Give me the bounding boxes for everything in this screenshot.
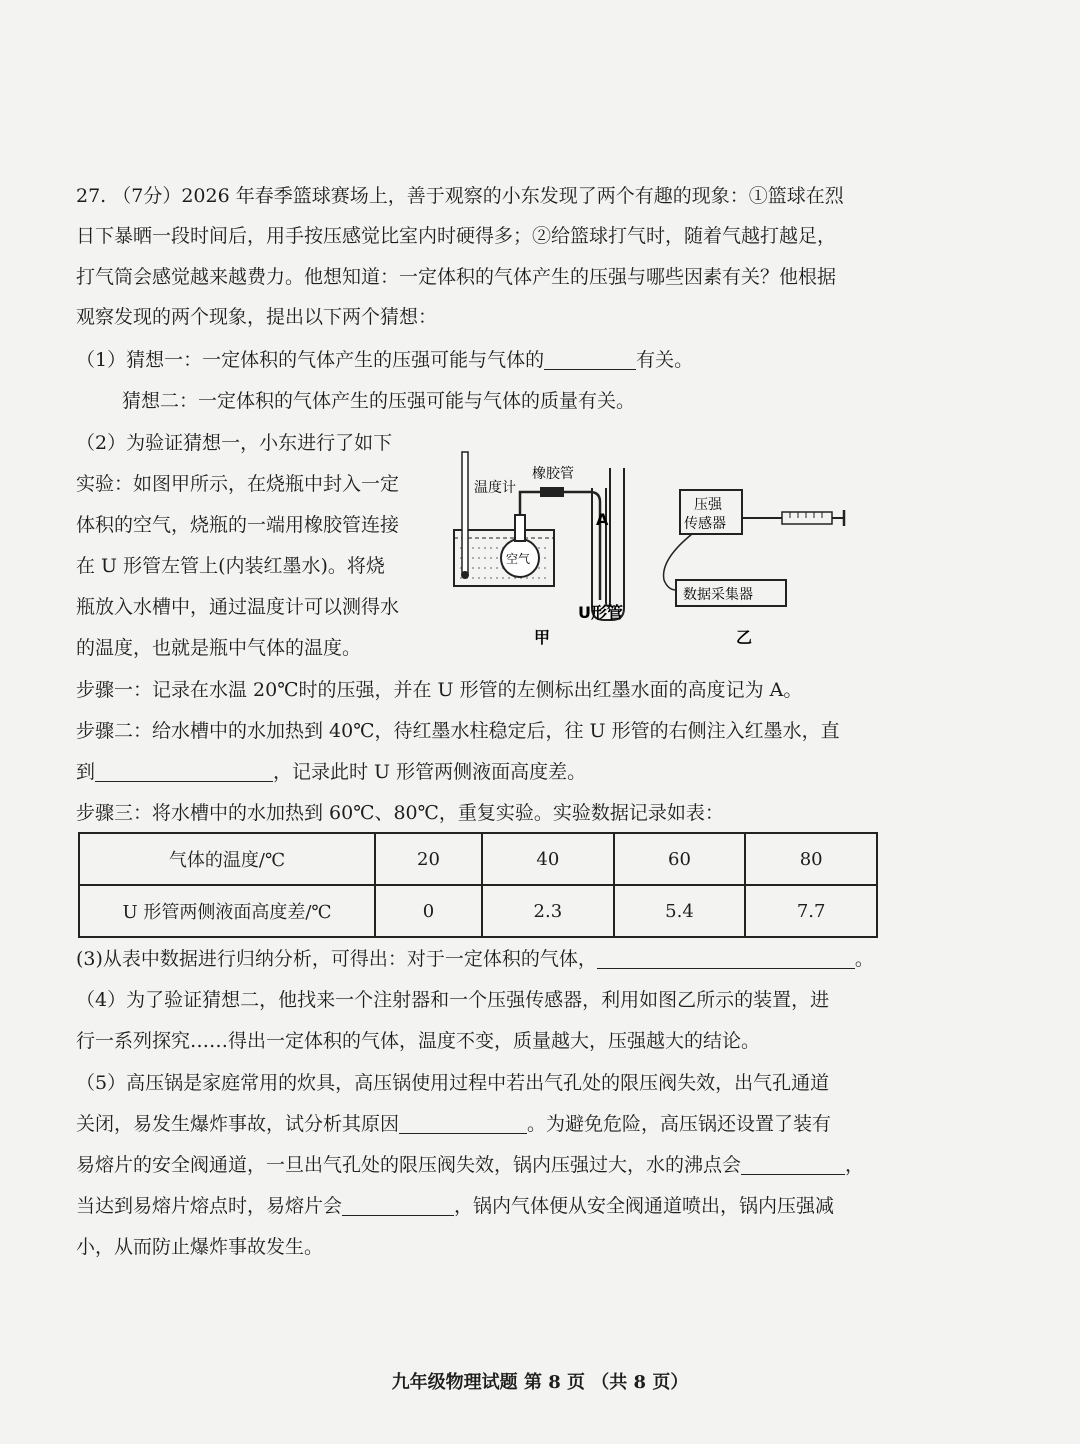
air-label: 空气: [506, 552, 531, 566]
part-five: [76, 1150, 886, 1180]
part-five: [76, 1191, 886, 1221]
answer-blank[interactable]: [95, 761, 273, 782]
table-cell: U 形管两侧液面高度差/℃: [79, 885, 375, 937]
table-cell: 40: [482, 833, 614, 885]
part-five-text: 当达到易熔片熔点时，易熔片会: [76, 1195, 343, 1217]
rubber-tube-icon: [540, 487, 564, 497]
step-two-cont-post: ，记录此时 U 形管两侧液面高度差。: [273, 761, 587, 783]
part-five-text: 关闭，易发生爆炸事故，试分析其原因: [76, 1113, 400, 1135]
step-one: 步骤一：记录在水温 20℃时的压强，并在 U 形管的左侧标出红墨水面的高度记为 A。: [76, 679, 803, 701]
u-tube-icon: [592, 468, 624, 620]
part-three-end: 。: [854, 948, 874, 970]
part-five-text: 易熔片的安全阀通道，一旦出气孔处的限压阀失效，锅内压强过大，水的沸点会: [76, 1154, 742, 1176]
part-three-text: (3)从表中数据进行归纳分析，可得出：对于一定体积的气体，: [76, 948, 597, 970]
question-line: 观察发现的两个现象，提出以下两个猜想：: [76, 306, 438, 328]
part-three: [76, 944, 886, 974]
guess-one-text: （1）猜想一：一定体积的气体产生的压强可能与气体的: [76, 349, 545, 371]
table-row: [79, 885, 877, 937]
guess-one-end: 有关。: [636, 349, 694, 371]
table-cell: 5.4: [614, 885, 746, 937]
rubber-tube-label: 橡胶管: [532, 466, 574, 482]
question-line: 日下暴晒一段时间后，用手按压感觉比室内时硬得多；②给篮球打气时，随着气越打越足，: [76, 225, 837, 247]
step-two-cont-pre: 到: [76, 761, 96, 783]
pressure-sensor-label: 压强: [694, 497, 722, 513]
table-cell: 0: [375, 885, 482, 937]
experiment-figure: [440, 430, 860, 655]
pressure-sensor-label: 传感器: [684, 516, 726, 532]
part-five-text: ，: [845, 1154, 865, 1176]
step-two-cont: [76, 757, 886, 787]
experiment-line: 体积的空气，烧瓶的一端用橡胶管连接: [76, 514, 400, 536]
table-row: [79, 833, 877, 885]
experiment-line: （2）为验证猜想一，小东进行了如下: [76, 432, 393, 454]
figure-yi-label: 乙: [736, 628, 753, 647]
answer-blank[interactable]: [399, 1113, 527, 1134]
figure-jia-label: 甲: [534, 628, 551, 647]
table-cell: 7.7: [745, 885, 877, 937]
step-three: 步骤三：将水槽中的水加热到 60℃、80℃，重复实验。实验数据记录如表：: [76, 802, 724, 824]
table-cell: 20: [375, 833, 482, 885]
page-footer: 九年级物理试题 第 8 页 （共 8 页）: [391, 1372, 689, 1393]
data-collector-label: 数据采集器: [683, 587, 753, 603]
table-cell: 气体的温度/℃: [79, 833, 375, 885]
guess-one: [76, 345, 886, 375]
u-tube-label: U形管: [578, 603, 623, 622]
table-cell: 2.3: [482, 885, 614, 937]
table-cell: 60: [614, 833, 746, 885]
guess-two: 猜想二：一定体积的气体产生的压强可能与气体的质量有关。: [122, 390, 636, 412]
part-five: 小，从而防止爆炸事故发生。: [76, 1236, 324, 1258]
part-four: （4）为了验证猜想二，他找来一个注射器和一个压强传感器，利用如图乙所示的装置，进: [76, 989, 830, 1011]
question-line: 27. （7分）2026 年春季篮球赛场上，善于观察的小东发现了两个有趣的现象：①篮球在烈: [76, 185, 844, 207]
experiment-line: 瓶放入水槽中，通过温度计可以测得水: [76, 596, 400, 618]
label-a: A: [596, 510, 609, 529]
answer-blank[interactable]: [597, 948, 855, 969]
step-two: 步骤二：给水槽中的水加热到 40℃，待红墨水柱稳定后，往 U 形管的右侧注入红墨水，直: [76, 720, 840, 742]
part-five: （5）高压锅是家庭常用的炊具，高压锅使用过程中若出气孔处的限压阀失效，出气孔通道: [76, 1072, 830, 1094]
data-table: [78, 832, 878, 938]
thermometer-label: 温度计: [474, 480, 516, 496]
thermometer-icon: [462, 452, 468, 574]
answer-blank[interactable]: [544, 349, 636, 370]
answer-blank[interactable]: [342, 1195, 454, 1216]
experiment-line: 实验：如图甲所示，在烧瓶中封入一定: [76, 473, 400, 495]
answer-blank[interactable]: [741, 1154, 845, 1175]
experiment-line: 的温度，也就是瓶中气体的温度。: [76, 637, 362, 659]
question-line: 打气筒会感觉越来越费力。他想知道：一定体积的气体产生的压强与哪些因素有关？他根据: [76, 266, 837, 288]
experiment-line: 在 U 形管左管上(内装红墨水)。将烧: [76, 555, 385, 577]
part-five-text: 。为避免危险，高压锅还设置了装有: [527, 1113, 832, 1135]
part-five-text: ，锅内气体便从安全阀通道喷出，锅内压强减: [454, 1195, 835, 1217]
part-four: 行一系列探究……得出一定体积的气体，温度不变，质量越大，压强越大的结论。: [76, 1030, 761, 1052]
table-cell: 80: [745, 833, 877, 885]
part-five: [76, 1109, 886, 1139]
